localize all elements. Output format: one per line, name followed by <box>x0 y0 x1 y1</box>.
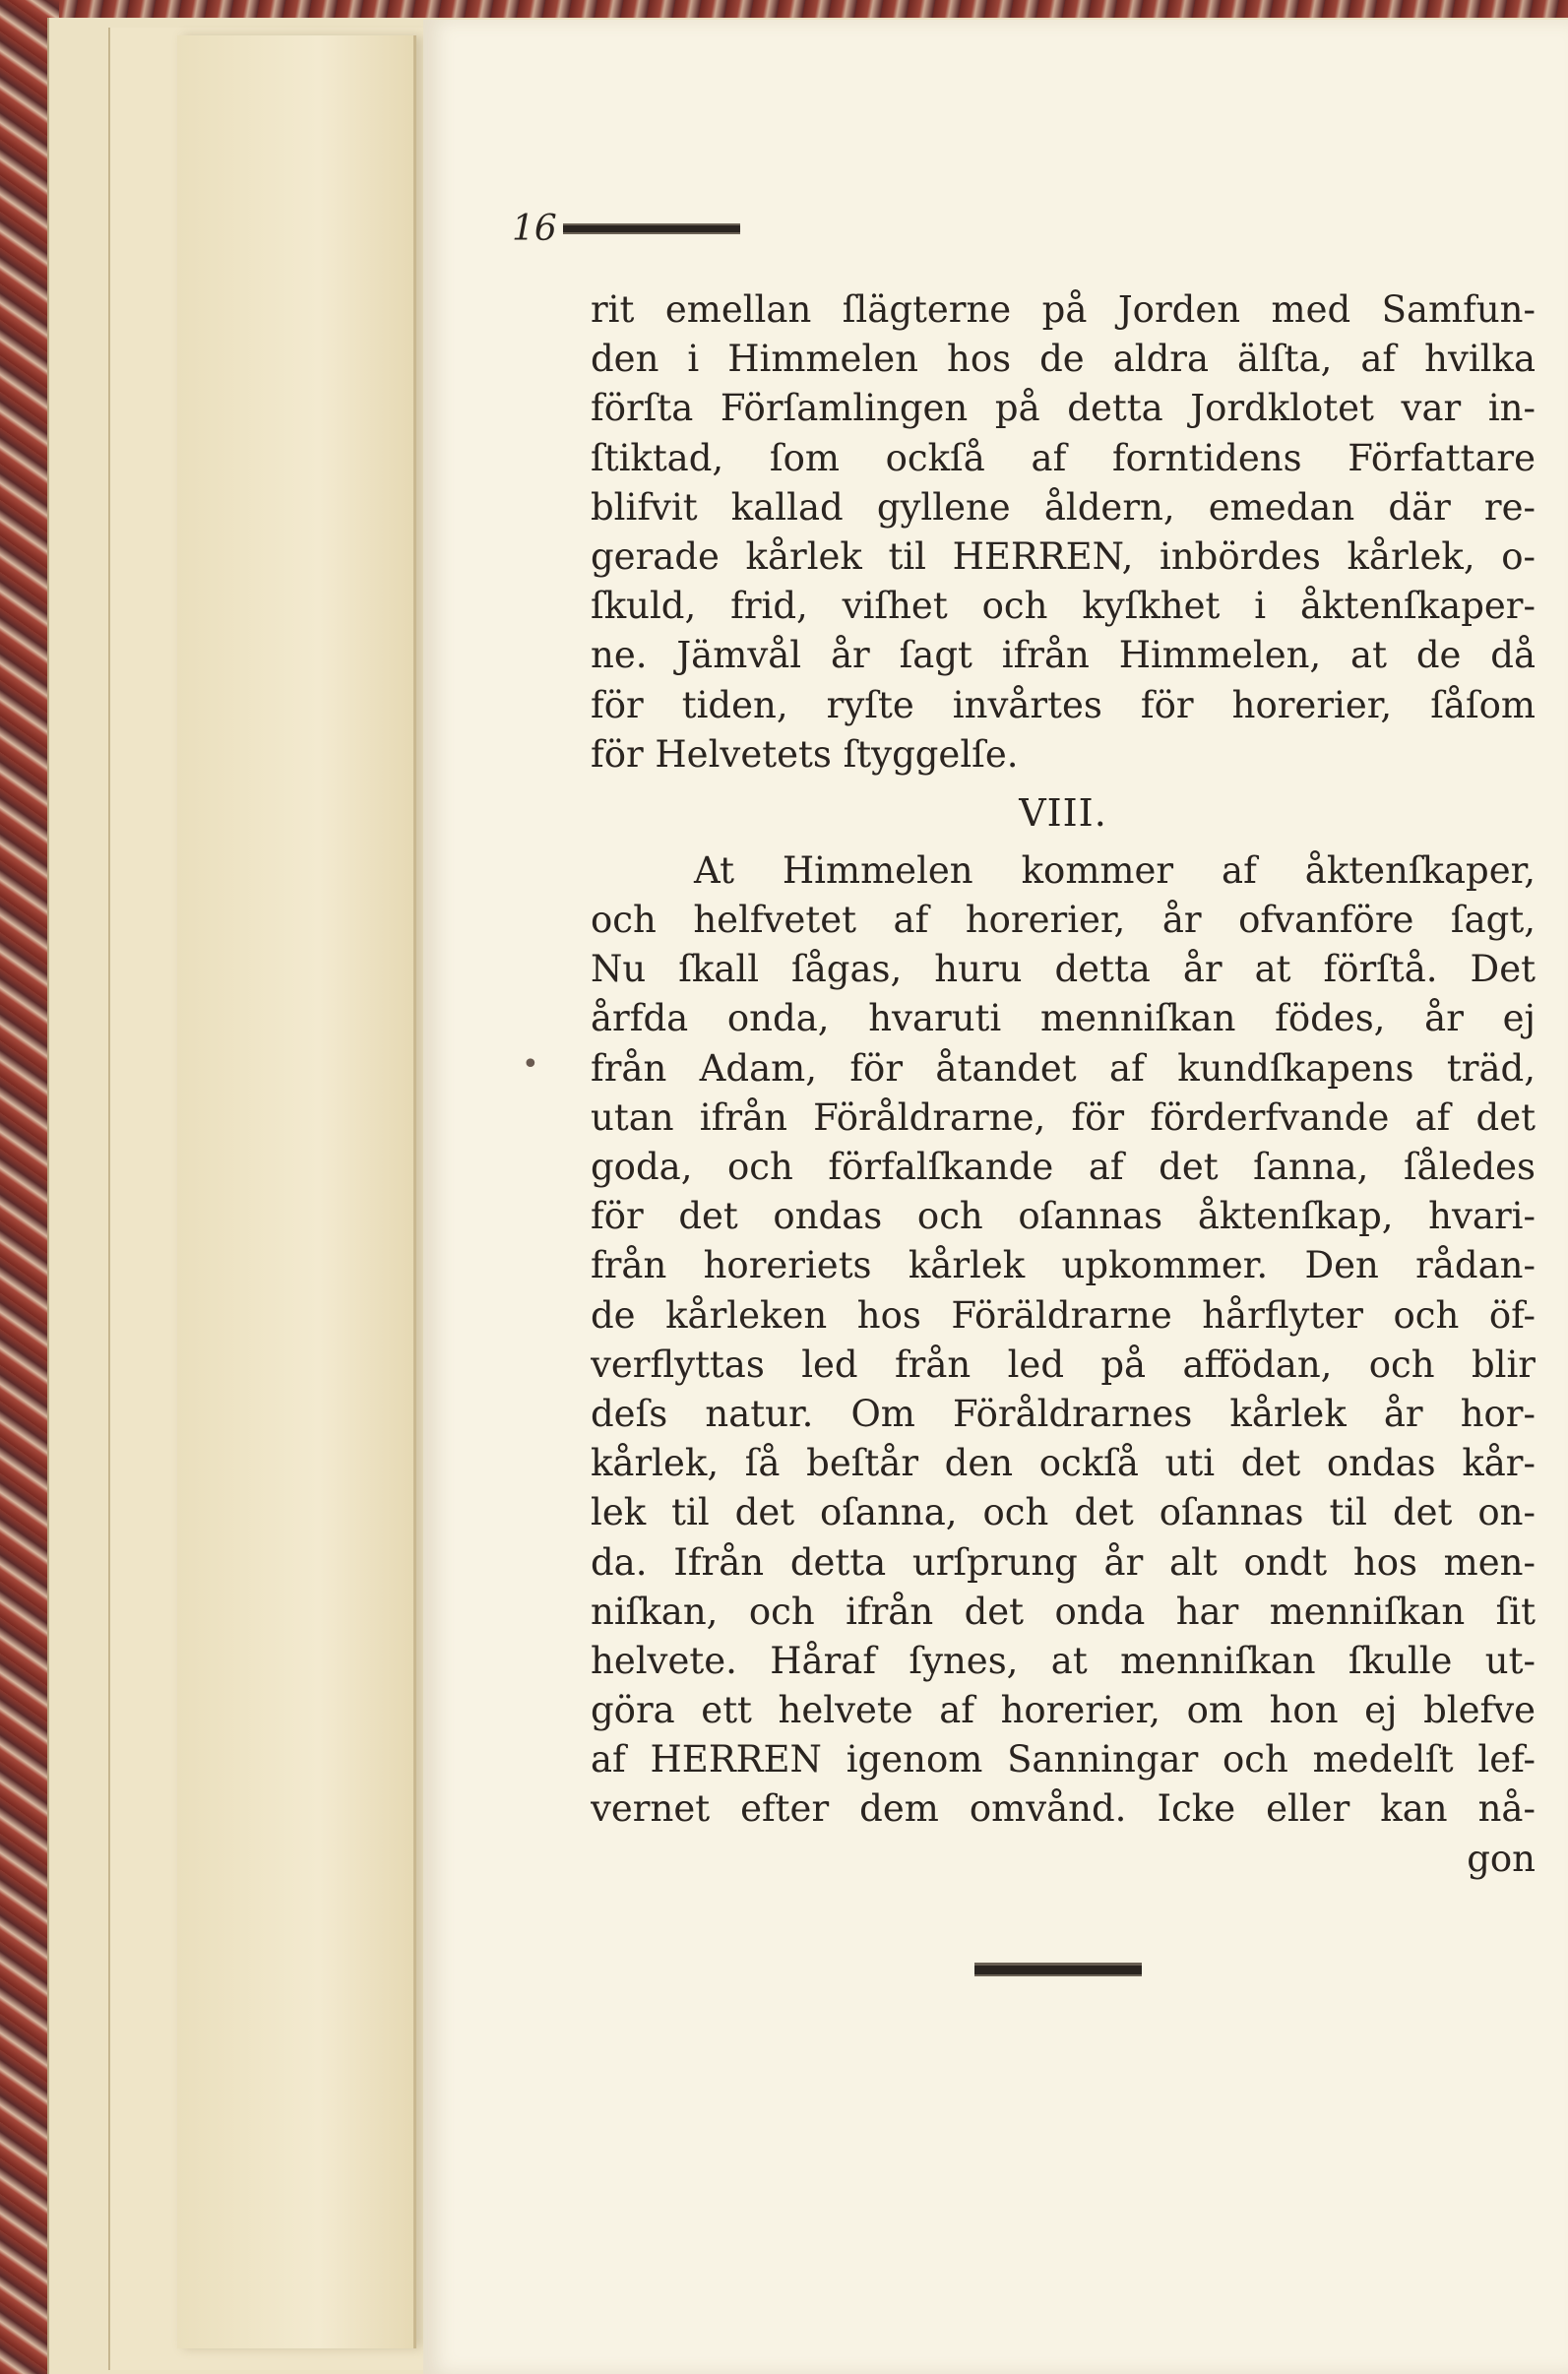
text-line: förſta Förſamlingen på detta Jordklotet var in- <box>591 387 1536 430</box>
text-line: göra ett helvete af horerier, om hon ej blefve <box>591 1689 1536 1732</box>
text-line: gerade kårlek til HERREN, inbördes kårlek, o- <box>591 534 1536 578</box>
text-line: rit emellan ſlägterne på Jorden med Samfun- <box>591 288 1536 331</box>
margin-dot-mark: • <box>522 1047 539 1082</box>
catchword: gon <box>1467 1837 1536 1880</box>
text-line: för Helvetets ſtyggelſe. <box>591 732 1019 776</box>
section-heading: VIII. <box>1019 790 1107 835</box>
text-line: deſs natur. Om Föråldrarnes kårlek år hor- <box>591 1392 1536 1435</box>
page-number: 16 <box>512 208 557 249</box>
text-line: niſkan, och ifrån det onda har menniſkan ſit <box>591 1590 1536 1633</box>
text-line: helvete. Håraf ſynes, at menniſkan ſkulle ut- <box>591 1639 1536 1682</box>
text-line: ne. Jämvål år ſagt ifrån Himmelen, at de då <box>591 634 1536 677</box>
text-line: blifvit kallad gyllene åldern, emedan där re- <box>591 485 1536 529</box>
text-line: utan ifrån Föråldrarne, för förderfvande af det <box>591 1095 1536 1139</box>
text-line: da. Ifrån detta urſprung år alt ondt hos men- <box>591 1540 1536 1584</box>
text-line: kårlek, ſå beſtår den ockſå uti det ondas kår- <box>591 1442 1536 1485</box>
text-line: ſtiktad, ſom ockſå af forntidens Författare <box>591 436 1536 479</box>
text-line: årfda onda, hvaruti menniſkan födes, år ej <box>591 997 1536 1040</box>
text-line: Nu ſkall ſågas, huru detta år at förſtå. Det <box>591 948 1536 991</box>
text-line: af HERREN igenom Sanningar och medelſt lef- <box>591 1738 1536 1781</box>
page-header <box>512 209 740 248</box>
text-line: de kårleken hos Föräldrarne hårflyter och öf- <box>591 1293 1536 1337</box>
footer-rule <box>974 1963 1142 1976</box>
text-line: och helfvetet af horerier, år ofvanföre ſagt, <box>591 899 1536 942</box>
paragraph-section-viii <box>591 846 1536 1835</box>
body-text <box>591 285 1536 1884</box>
text-line: At Himmelen kommer af åktenſkaper, <box>694 848 1536 892</box>
text-line: för tiden, ryſte invårtes för horerier, ſåſom <box>591 683 1536 726</box>
text-line: vernet efter dem omvånd. Icke eller kan nå- <box>591 1787 1536 1831</box>
text-line: goda, och förfalſkande af det ſanna, ſåledes <box>591 1146 1536 1188</box>
paragraph-continued <box>591 285 1536 780</box>
text-line: verflyttas led från led på affödan, och blir <box>591 1343 1536 1386</box>
text-line: lek til det oſanna, och det oſannas til det on- <box>591 1491 1536 1534</box>
folded-leaf <box>177 35 416 2348</box>
text-line: ſkuld, frid, viſhet och kyſkhet i åktenſkaper- <box>591 585 1536 628</box>
text-line: för det ondas och oſannas åktenſkap, hvari- <box>591 1195 1536 1238</box>
text-line: den i Himmelen hos de aldra älſta, af hvilka <box>591 338 1536 381</box>
header-rule <box>563 223 740 234</box>
text-line: från horeriets kårlek upkommer. Den rådan- <box>591 1244 1536 1287</box>
text-line: från Adam, för åtandet af kundſkapens träd, <box>591 1046 1536 1090</box>
